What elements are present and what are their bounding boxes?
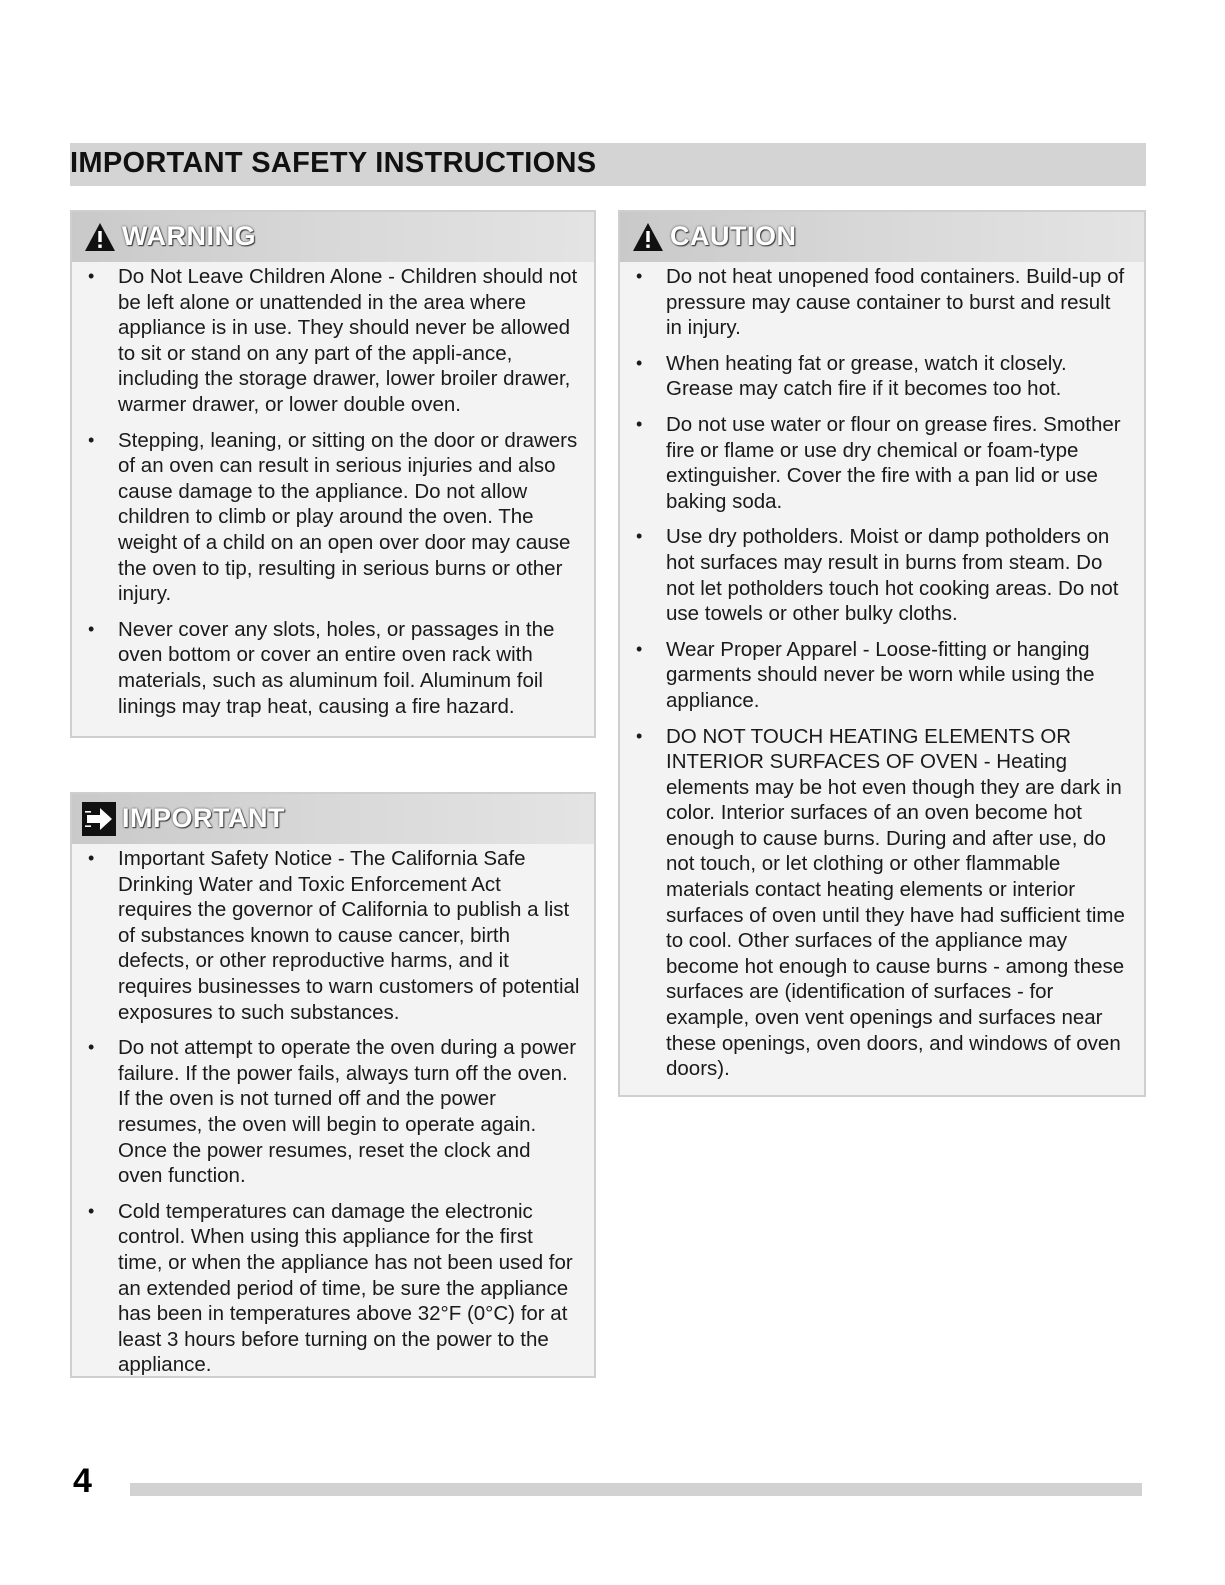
warning-panel <box>70 210 596 738</box>
caution-header <box>620 212 1144 262</box>
list-item: • Important Safety Notice - The California Safe Drinking Water and Toxic Enforcement Act requires the governor of California to publish a list of substances known to cause cancer, birth defects, or other reproductive harms, and it requires businesses to warn customers of potential exposures to such substances. <box>72 846 580 1025</box>
caution-panel <box>618 210 1146 1097</box>
list-item: • Do not attempt to operate the oven during a power failure. If the power fails, always turn off the oven. If the oven is not turned off and the power resumes, the oven will begin to operate again. Once the power resumes, reset the clock and oven function. <box>72 1035 580 1189</box>
warning-list <box>72 264 594 729</box>
page-number: 4 <box>73 1462 92 1500</box>
list-item: • Cold temperatures can damage the electronic control. When using this appliance for the first time, or when the appliance has not been used for an extended period of time, be sure the appliance has been in temperatures above 32°F (0°C) for at least 3 hours before turning on the power to the appliance. <box>72 1199 580 1378</box>
important-panel <box>70 792 596 1378</box>
important-heading: IMPORTANT <box>122 803 285 833</box>
warning-triangle-icon <box>84 222 116 252</box>
important-header <box>72 794 594 844</box>
list-item: • Use dry potholders. Moist or damp potholders on hot surfaces may result in burns from steam. Do not let potholders touch hot cooking areas. Do not use towels or other bulky cloths. <box>620 524 1130 626</box>
important-list <box>72 846 594 1388</box>
caution-heading: CAUTION <box>670 221 797 251</box>
list-item: • DO NOT TOUCH HEATING ELEMENTS OR INTERIOR SURFACES OF OVEN - Heating elements may be hot even though they are dark in color. Interior surfaces of an oven become hot enough to cause burns. During and after use, do not touch, or let clothing or other flammable materials contact heating elements or interior surfaces of oven until they have had sufficient time to cool. Other surfaces of the appliance may become hot enough to cause burns - among these surfaces are (identification of surfaces - for example, oven vent openings and surfaces near these openings, oven doors, and windows of oven doors). <box>620 724 1130 1082</box>
list-item: • Stepping, leaning, or sitting on the door or drawers of an oven can result in serious injuries and also cause damage to the appliance. Do not allow children to climb or play around the oven. The weight of a child on an open over door may cause the oven to tip, resulting in serious burns or other injury. <box>72 428 580 607</box>
caution-list <box>620 264 1144 1092</box>
warning-heading: WARNING <box>122 221 256 251</box>
list-item: • Never cover any slots, holes, or passages in the oven bottom or cover an entire oven rack with materials, such as aluminum foil. Aluminum foil linings may trap heat, causing a fire hazard. <box>72 617 580 719</box>
list-item: • Do not heat unopened food containers. Build-up of pressure may cause container to burst and result in injury. <box>620 264 1130 341</box>
footer-rule <box>130 1483 1142 1496</box>
arrow-right-icon <box>82 802 116 836</box>
caution-triangle-icon <box>632 222 664 252</box>
list-item: • Wear Proper Apparel - Loose-fitting or hanging garments should never be worn while using the appliance. <box>620 637 1130 714</box>
list-item: • When heating fat or grease, watch it closely. Grease may catch fire if it becomes too hot. <box>620 351 1130 402</box>
page-title-bar <box>70 143 1146 186</box>
warning-header <box>72 212 594 262</box>
list-item: • Do Not Leave Children Alone - Children should not be left alone or unattended in the area where appliance is in use. They should never be allowed to sit or stand on any part of the appli-ance, including the storage drawer, lower broiler drawer, warmer drawer, or lower double oven. <box>72 264 580 418</box>
page-title: IMPORTANT SAFETY INSTRUCTIONS <box>70 147 597 179</box>
list-item: • Do not use water or flour on grease fires. Smother fire or flame or use dry chemical or foam-type extinguisher. Cover the fire with a pan lid or use baking soda. <box>620 412 1130 514</box>
